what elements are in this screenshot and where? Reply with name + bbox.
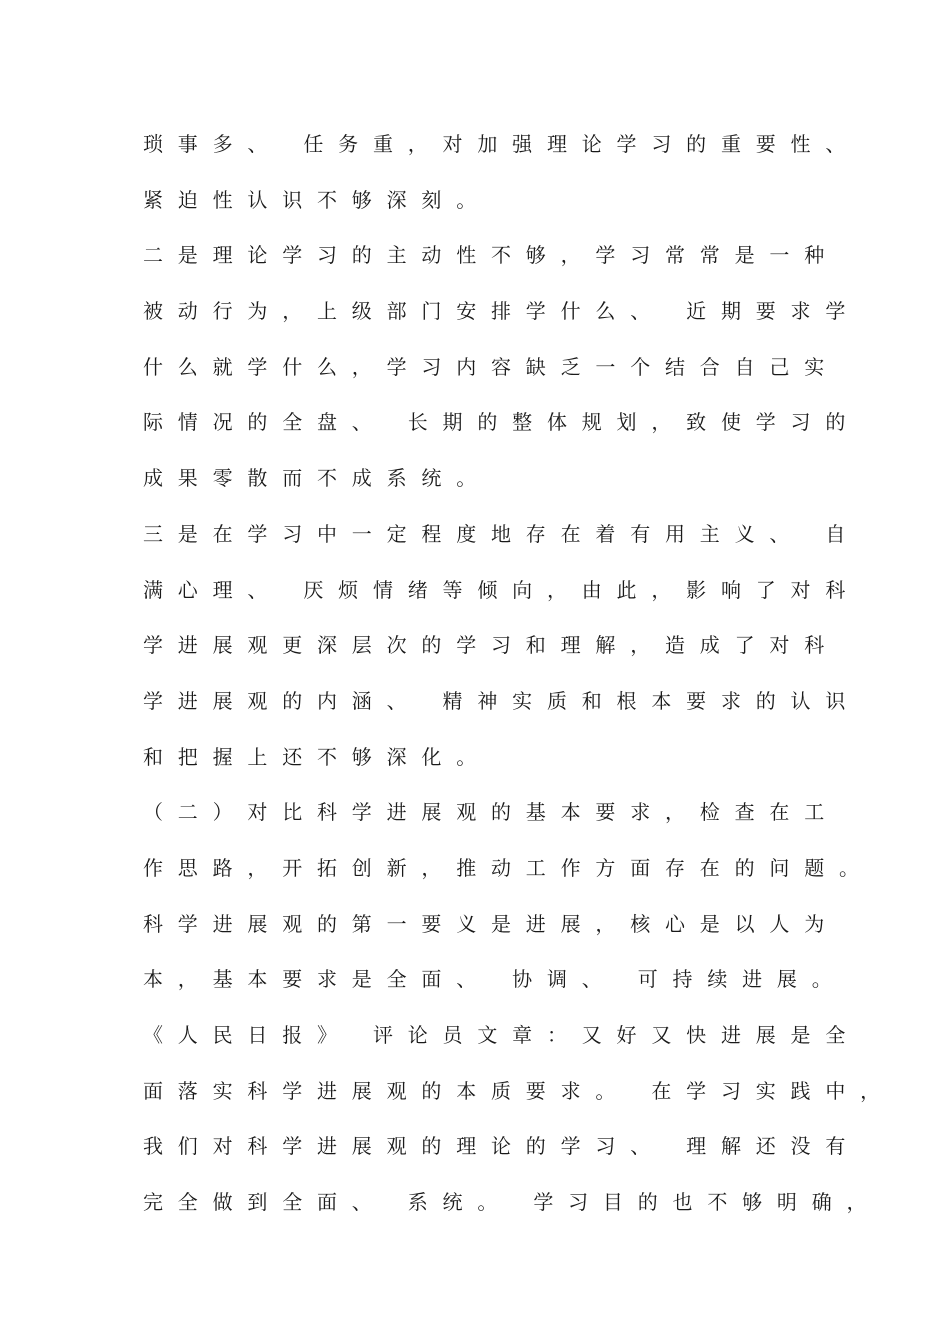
text-line: 科学进展观的第一要义是进展，核心是以人为	[143, 911, 839, 936]
text-line: 《人民日报》 评论员文章：又好又快进展是全	[143, 1023, 861, 1047]
text-line: 本，基本要求是全面、 协调、 可持续进展。	[143, 967, 847, 992]
text-line: 作思路，开拓创新，推动工作方面存在的问题。	[143, 855, 874, 880]
text-line: 二是理论学习的主动性不够，学习常常是一种	[143, 243, 839, 268]
text-line: 学进展观的内涵、 精神实质和根本要求的认识	[143, 688, 861, 713]
text-line: 和把握上还不够深化。	[143, 744, 491, 769]
text-line: 成果零散而不成系统。	[143, 466, 491, 491]
text-line: 琐事多、 任务重，对加强理论学习的重要性、	[143, 132, 861, 156]
text-line: 面落实科学进展观的本质要求。 在学习实践中，	[143, 1078, 895, 1103]
text-line: 完全做到全面、 系统。 学习目的也不够明确，	[143, 1190, 882, 1215]
text-line: （二）对比科学进展观的基本要求，检查在工	[143, 800, 839, 825]
body-text	[143, 124, 895, 1238]
text-line: 什么就学什么，学习内容缺乏一个结合自己实	[143, 354, 839, 379]
text-line: 际情况的全盘、 长期的整体规划，致使学习的	[143, 410, 861, 435]
text-line: 满心理、 厌烦情绪等倾向，由此，影响了对科	[143, 577, 861, 602]
text-line: 三是在学习中一定程度地存在着有用主义、 自	[143, 521, 861, 546]
text-line: 紧迫性认识不够深刻。	[143, 187, 491, 212]
text-line: 学进展观更深层次的学习和理解，造成了对科	[143, 633, 839, 658]
text-line: 被动行为，上级部门安排学什么、 近期要求学	[143, 299, 861, 324]
text-line: 我们对科学进展观的理论的学习、 理解还没有	[143, 1134, 861, 1159]
